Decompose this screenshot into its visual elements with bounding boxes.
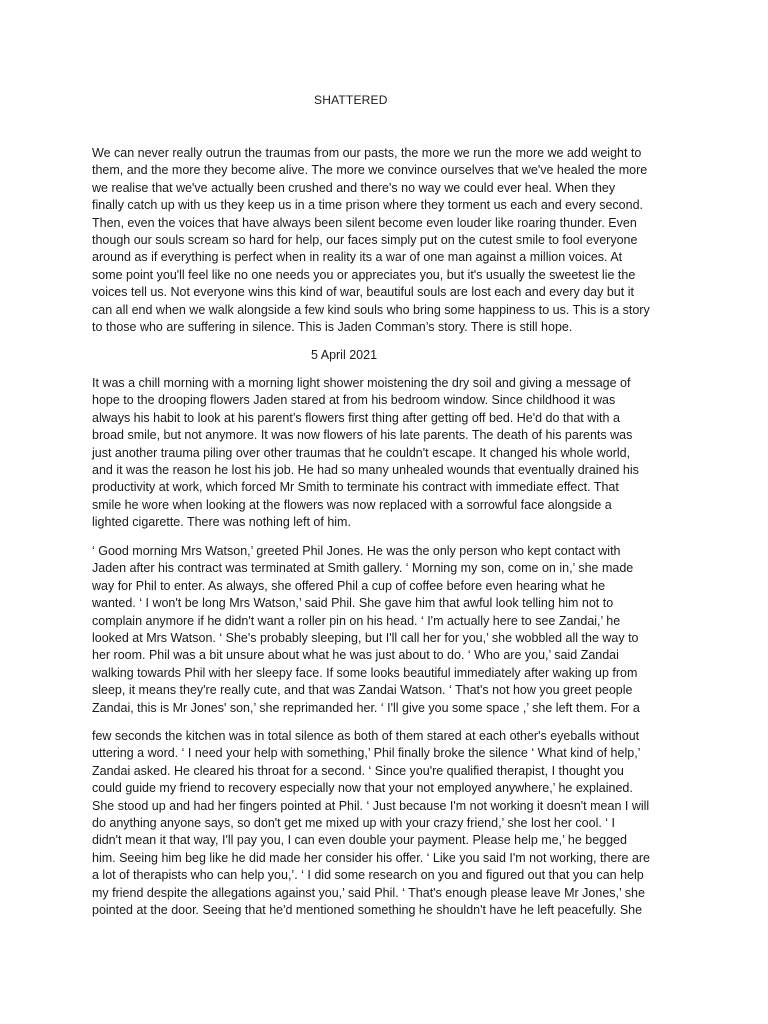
text-line: my friend despite the allegations against you,’ said Phil. ‘ That's enough please leave Mr Jones,’ she: [92, 885, 645, 900]
text-line: complain anymore if he didn't want a roller pin on his head. ‘ I'm actually here to see Zandai,’ he: [92, 613, 621, 628]
chapter-date: 5 April 2021: [311, 348, 378, 362]
text-line: looked at Mrs Watson. ‘ She's probably sleeping, but I'll call her for you,’ she wobbled all the way to: [92, 630, 639, 645]
text-line: to those who are suffering in silence. This is Jaden Comman’s story. There is still hope.: [92, 319, 573, 334]
text-line: sleep, it means they're really cute, and that was Zandai Watson. ‘ That's not how you greet people: [92, 683, 633, 698]
text-line: Zandai, this is Mr Jones' son,’ she reprimanded her. ‘ I'll give you some space ,’ she left them. For a: [92, 700, 640, 715]
text-line: do anything anyone says, so don't get me mixed up with your crazy friend,’ she lost her cool. ‘ I: [92, 815, 616, 830]
text-line: some point you'll feel like no one needs you or appreciates you, but it's usually the sweetest lie the: [92, 267, 636, 282]
text-line: walking towards Phil with her sleepy face. If some looks beautiful immediately after waking up from: [92, 665, 638, 680]
text-line: wanted. ‘ I won't be long Mrs Watson,’ said Phil. She gave him that awful look telling him not to: [92, 596, 614, 611]
text-line: Then, even the voices that have always been silent become even louder like roaring thunder. Even: [92, 215, 637, 230]
text-line: her room. Phil was a bit unsure about what he was just about to do. ‘ Who are you,’ said Zandai: [92, 648, 619, 663]
text-line: It was a chill morning with a morning light shower moistening the dry soil and giving a message of: [92, 376, 631, 390]
text-line: could guide my friend to recovery especially now that your not employed anywhere,’ he explained.: [92, 781, 633, 796]
intro-paragraph: [92, 145, 692, 336]
text-line: voices tell us. Not everyone wins this kind of war, beautiful souls are lost each and every day but it: [92, 285, 634, 300]
text-line: ‘ Good morning Mrs Watson,’ greeted Phil Jones. He was the only person who kept contact with: [92, 544, 621, 558]
text-line: hope to the drooping flowers Jaden stared at from his bedroom window. Since childhood it was: [92, 393, 616, 408]
story-paragraph-2: [92, 543, 692, 717]
text-line: She stood up and had her fingers pointed at Phil. ‘ Just because I'm not working it doesn't mean I will: [92, 798, 650, 813]
text-line: few seconds the kitchen was in total silence as both of them stared at each other's eyeballs without: [92, 729, 640, 743]
text-line: smile he wore when looking at the flowers was now replaced with a sorrowful face alongside a: [92, 497, 612, 512]
text-line: lighted cigarette. There was nothing left of him.: [92, 515, 351, 530]
text-line: just another trauma piling over other traumas that he couldn't escape. It changed his whole world,: [92, 445, 631, 460]
text-line: though our souls scream so hard for help, our faces simply put on the cutest smile to fool everyone: [92, 232, 638, 247]
text-line: productivity at work, which forced Mr Smith to terminate his contract with immediate effect. That: [92, 480, 619, 495]
text-line: uttering a word. ‘ I need your help with something,’ Phil finally broke the silence ‘ What kind of help,’: [92, 746, 641, 761]
text-line: We can never really outrun the traumas from our pasts, the more we run the more we add weight to: [92, 146, 642, 160]
text-line: always his habit to look at his parent’s flowers first thing after getting off bed. He'd do that with a: [92, 410, 620, 425]
text-line: way for Phil to enter. As always, she offered Phil a cup of coffee before even hearing what he: [92, 578, 606, 593]
text-line: Jaden after his contract was terminated at Smith gallery. ‘ Morning my son, come on in,’ she made: [92, 561, 634, 576]
story-paragraph-1: [92, 375, 692, 532]
story-paragraph-3: [92, 728, 692, 919]
document-title: SHATTERED: [314, 93, 388, 107]
text-line: finally catch up with us they keep us in a time prison where they torment us each and every second.: [92, 198, 643, 213]
text-line: pointed at the door. Seeing that he'd mentioned something he shouldn't have he left peacefully. She: [92, 902, 643, 917]
text-line: didn't mean it that way, I'll pay you, I can even double your payment. Please help me,’ he begged: [92, 833, 627, 848]
text-line: can all end when we walk alongside a few kind souls who bring some happiness to us. This is a story: [92, 302, 650, 317]
text-line: him. Seeing him beg like he did made her consider his offer. ‘ Like you said I'm not working, there are: [92, 850, 651, 865]
text-line: them, and the more they become alive. The more we convince ourselves that we've healed the more: [92, 163, 648, 178]
text-line: around as if everything is perfect when in reality its a war of one man against a million voices. At: [92, 250, 623, 265]
text-line: a lot of therapists who can help you,’. ‘ I did some research on you and figured out that you can help: [92, 868, 644, 883]
text-line: and it was the reason he lost his job. He had so many unhealed wounds that eventually drained his: [92, 462, 639, 477]
text-line: broad smile, but not anymore. It was now flowers of his late parents. The death of his parents was: [92, 428, 633, 443]
text-line: we realise that we've actually been crushed and there's no way we could ever heal. When they: [92, 180, 616, 195]
text-line: Zandai asked. He cleared his throat for a second. ‘ Since you're qualified therapist, I thought you: [92, 763, 624, 778]
